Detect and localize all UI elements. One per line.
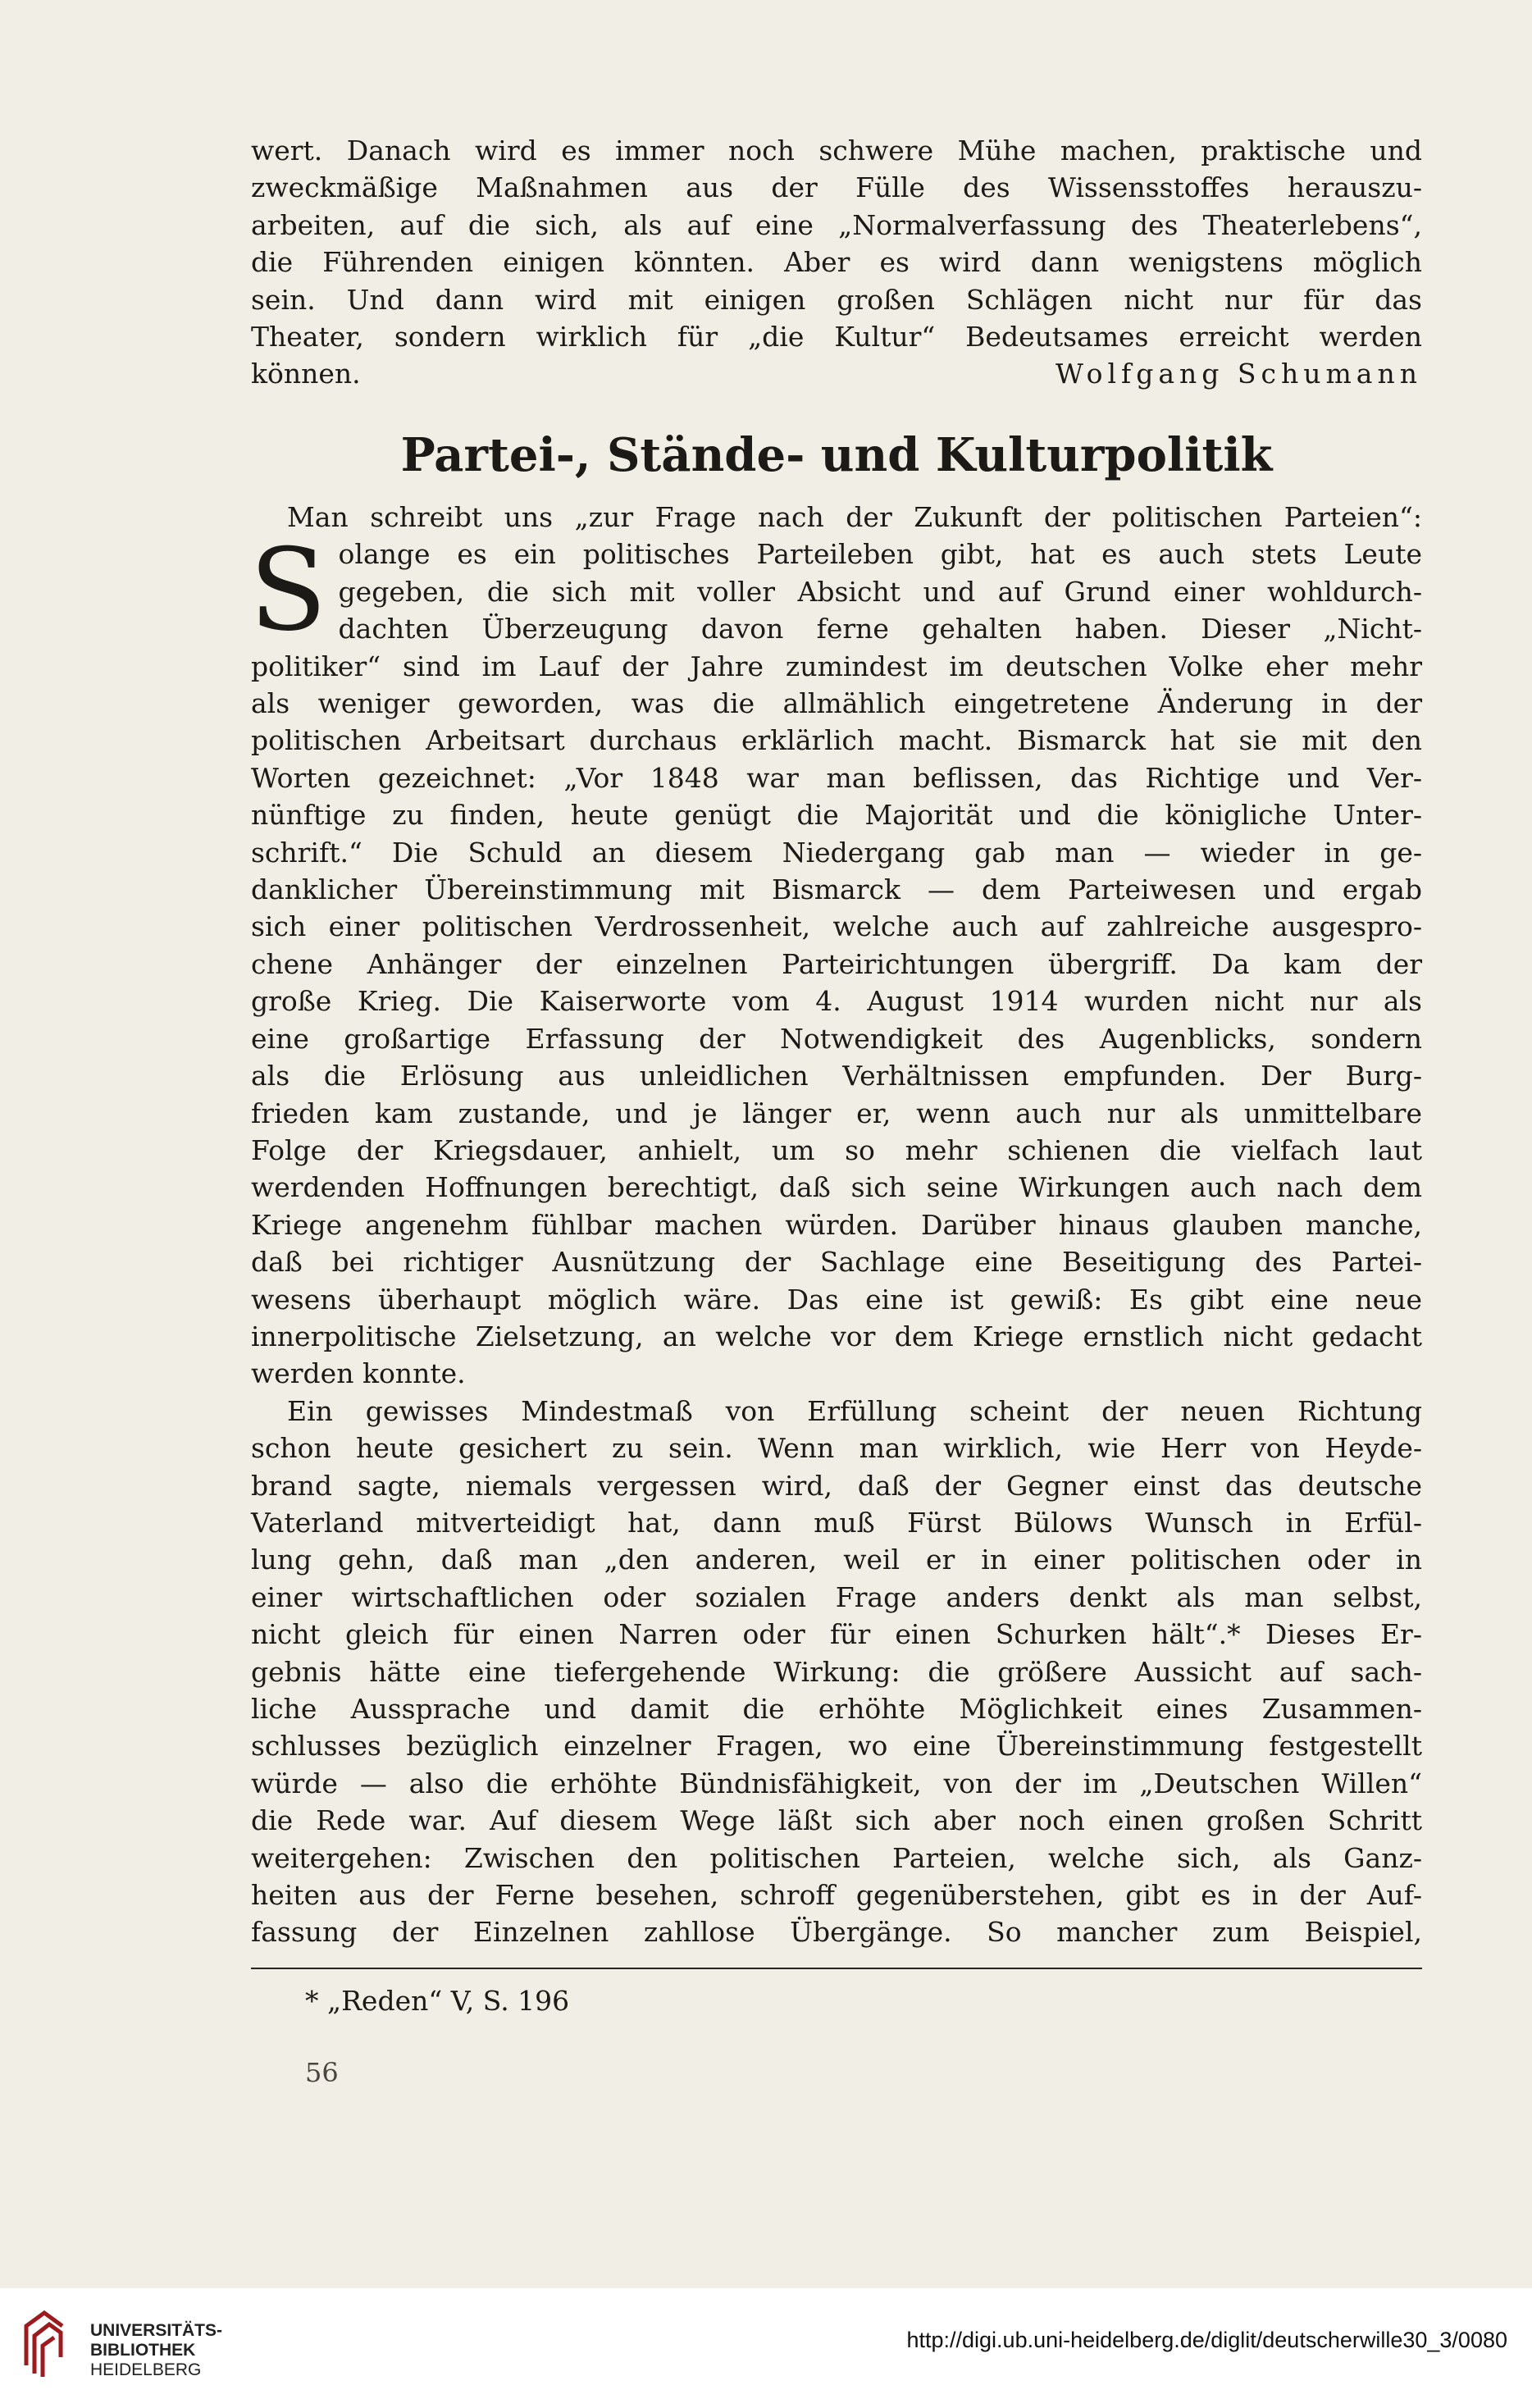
library-logo-icon [20, 2308, 69, 2380]
drop-cap: S [249, 524, 327, 657]
article-body [251, 499, 1422, 1951]
text-line: nünftige zu finden, heute genügt die Majorität und die königliche Unter- [251, 799, 1422, 832]
text-line: liche Aussprache und damit die erhöhte Möglichkeit eines Zusammen- [251, 1693, 1422, 1725]
library-name [90, 2321, 222, 2380]
source-url-link[interactable]: http://digi.ub.uni-heidelberg.de/diglit/deutscherwille30_3/0080 [906, 2328, 1507, 2352]
library-name-line: BIBLIOTHEK [90, 2341, 196, 2360]
text-line: zweckmäßige Maßnahmen aus der Fülle des Wissensstoffes herauszu- [251, 171, 1422, 204]
text-line: arbeiten, auf die sich, als auf eine „Normalverfassung des Theaterlebens“, [251, 208, 1422, 241]
footnote: * „Reden“ V, S. 196 [305, 1985, 570, 2017]
text-line: als die Erlösung aus unleidlichen Verhältnissen empfunden. Der Burg- [251, 1060, 1422, 1092]
text-line: nicht gleich für einen Narren oder für einen Schurken hält“.* Dieses Er- [251, 1618, 1422, 1651]
text-line: Theater, sondern wirklich für „die Kultur“ Bedeutsames erreicht werden [251, 321, 1422, 353]
text-line: wert. Danach wird es immer noch schwere Mühe machen, praktische und [251, 135, 1422, 166]
page-number: 56 [305, 2057, 339, 2088]
text-line: die Rede war. Auf diesem Wege läßt sich aber noch einen großen Schritt [251, 1804, 1422, 1837]
text-line: Worten gezeichnet: „Vor 1848 war man beflissen, das Richtige und Ver- [251, 761, 1422, 794]
author-signature: Wolfgang Schumann [1055, 358, 1422, 390]
text-line: Ein gewisses Mindestmaß von Erfüllung scheint der neuen Richtung [287, 1394, 1422, 1427]
text-line: gegeben, die sich mit voller Absicht und auf Grund einer wohldurch- [338, 575, 1422, 608]
text-line: als weniger geworden, was die allmählich eingetretene Änderung in der [251, 687, 1422, 720]
text-line: werden konnte. [251, 1357, 466, 1390]
text-line: fassung der Einzelnen zahllose Übergänge. So mancher zum Beispiel, [251, 1916, 1422, 1949]
text-line: politischen Arbeitsart durchaus erklärlich macht. Bismarck hat sie mit den [251, 724, 1422, 757]
text-line: brand sagte, niemals vergessen wird, daß der Gegner einst das deutsche [251, 1469, 1422, 1502]
article-heading: Partei-, Stände- und Kulturpolitik [400, 428, 1273, 482]
continuation-text [251, 132, 1422, 393]
text-line: eine großartige Erfassung der Notwendigkeit des Augenblicks, sondern [251, 1022, 1422, 1055]
text-line: große Krieg. Die Kaiserworte vom 4. August 1914 wurden nicht nur als [251, 985, 1422, 1018]
text-line: die Führenden einigen könnten. Aber es wird dann wenigstens möglich [251, 246, 1422, 279]
text-line: gebnis hätte eine tiefergehende Wirkung: die größere Aussicht auf sach- [251, 1655, 1422, 1688]
footnote-rule [251, 1968, 1422, 1969]
text-line: einer wirtschaftlichen oder sozialen Frage anders denkt als man selbst, [251, 1580, 1422, 1613]
text-line: werdenden Hoffnungen berechtigt, daß sich seine Wirkungen auch nach dem [251, 1171, 1422, 1204]
text-line: danklicher Übereinstimmung mit Bismarck — dem Parteiwesen und ergab [251, 873, 1422, 906]
library-name-line: HEIDELBERG [90, 2360, 202, 2379]
text-line: daß bei richtiger Ausnützung der Sachlage eine Beseitigung des Partei- [251, 1246, 1422, 1279]
text-line: wesens überhaupt möglich wäre. Das eine ist gewiß: Es gibt eine neue [251, 1283, 1422, 1316]
text-line: heiten aus der Ferne besehen, schroff gegenüberstehen, gibt es in der Auf- [251, 1879, 1422, 1912]
signature-row [251, 355, 1422, 392]
text-line: chene Anhänger der einzelnen Parteirichtungen übergriff. Da kam der [251, 947, 1422, 980]
text-line: Kriege angenehm fühlbar machen würden. Darüber hinaus glauben manche, [251, 1208, 1422, 1241]
intro-line: Man schreibt uns „zur Frage nach der Zukunft der politischen Parteien“: [287, 501, 1422, 533]
text-line: schlusses bezüglich einzelner Fragen, wo eine Übereinstimmung festgestellt [251, 1730, 1422, 1763]
text-line: frieden kam zustande, und je länger er, wenn auch nur als unmittelbare [251, 1097, 1422, 1129]
text-line: schrift.“ Die Schuld an diesem Niedergang gab man — wieder in ge- [251, 836, 1422, 869]
text-line: würde — also die erhöhte Bündnisfähigkeit, von der im „Deutschen Willen“ [251, 1767, 1422, 1799]
library-name-line: UNIVERSITÄTS- [90, 2321, 223, 2340]
text-line: lung gehn, daß man „den anderen, weil er in einer politischen oder in [251, 1544, 1422, 1576]
text-line: sich einer politischen Verdrossenheit, welche auch auf zahlreiche ausgespro- [251, 910, 1422, 943]
text-line-end: können. [251, 358, 361, 390]
text-line: weitergehen: Zwischen den politischen Parteien, welche sich, als Ganz- [251, 1841, 1422, 1874]
text-line: politiker“ sind im Lauf der Jahre zumindest im deutschen Volke eher mehr [251, 650, 1422, 682]
text-line: Folge der Kriegsdauer, anhielt, um so mehr schienen die vielfach laut [251, 1133, 1422, 1166]
text-line: olange es ein politisches Parteileben gibt, hat es auch stets Leute [338, 538, 1422, 571]
text-line: innerpolitische Zielsetzung, an welche vor dem Kriege ernstlich nicht gedacht [251, 1320, 1422, 1352]
text-line: dachten Überzeugung davon ferne gehalten haben. Dieser „Nicht- [338, 613, 1422, 645]
text-line: schon heute gesichert zu sein. Wenn man wirklich, wie Herr von Heyde- [251, 1432, 1422, 1465]
text-line: Vaterland mitverteidigt hat, dann muß Fürst Bülows Wunsch in Erfül- [251, 1506, 1422, 1539]
text-line: sein. Und dann wird mit einigen großen Schlägen nicht nur für das [251, 283, 1422, 316]
library-footer [0, 2288, 1532, 2408]
